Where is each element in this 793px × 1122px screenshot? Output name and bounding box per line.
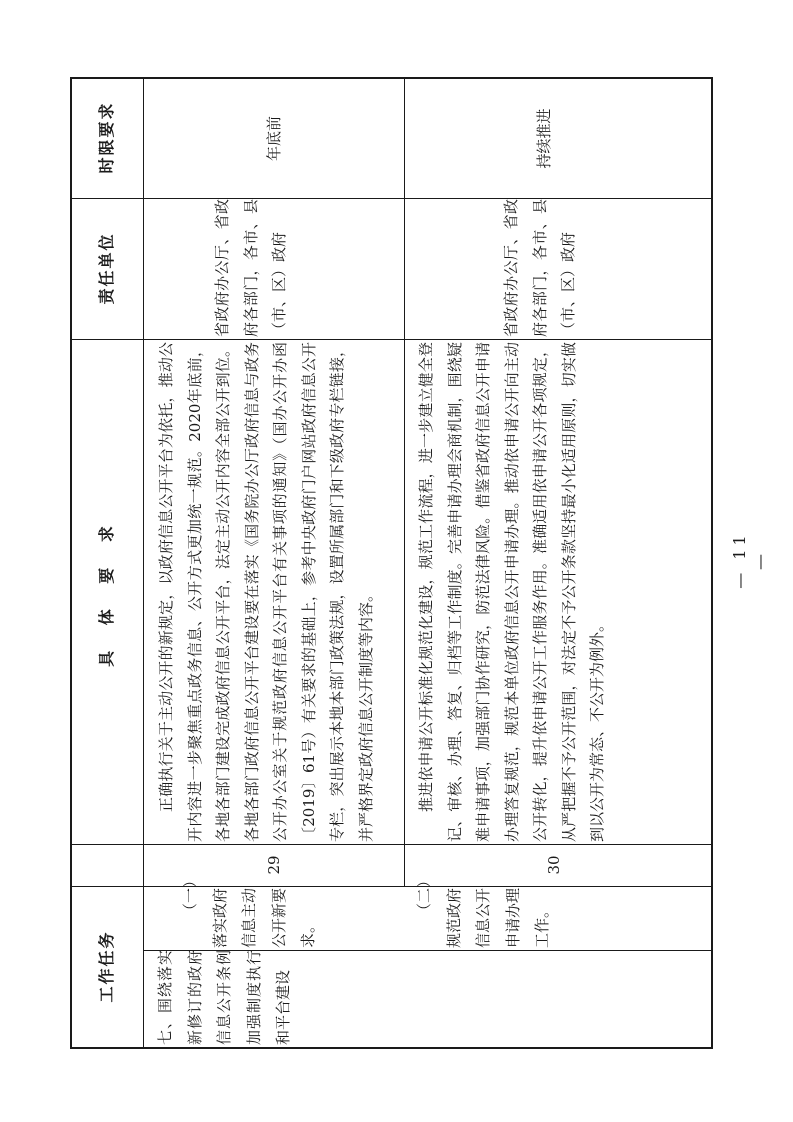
row-29-deadline: 年底前 [265,116,283,162]
header-task: 工作任务 [97,930,116,1003]
row-30-unit: 省政府办公厅、省政府各部门，各市、县（市、区）政府 [502,199,577,337]
table-border-bottom [70,1047,713,1049]
row-30-number: 30 [545,855,563,875]
category-cell [151,950,547,1045]
row-30-requirement: 推进依申请公开标准化规范化建设，规范工作流程，进一步建立健全登记、审核、办理、答复、归档等工作制度。完善申请办理会商机制，围绕疑难申请事项，加强部门协作研究，防范法律风险。借鉴省政府信息公开申请办理答复规范，规范本单位政府信息公开申请办理。推动依申请公开向主动公开转化，提升依申请公开工作服务作用。准确适用依申请公开各项规定，从严把握不予公开范围，对法定不予公开条款坚持最小化适用原则，切实做到以公开为常态、不公开为例外。 [417,342,606,842]
category-text: 七、围绕落实新修订的政府信息公开条例加强制度执行和平台建设 [156,950,292,1045]
row-30-task: （二）规范政府信息公开申请办理工作。 [415,872,551,948]
row-30-deadline: 持续推进 [535,108,553,169]
row-29-requirement: 正确执行关于主动公开的新规定，以政府信息公开平台为依托，推动公开内容进一步聚焦重点政务信息、公开方式更加统一规范。2020年底前，各地各部门建设完成政府信息公开平台，法定主动公开内容全部公开到位。各地各部门政府信息公开平台建设要在落实《国务院办公厅政府信息与政务公开办公室关于规范政府信息公开平台有关事项的通知》（国办公开办函〔2019〕61号）有关要求的基础上，参考中央政府门户网站政府信息公开专栏，突出展示本地本部门政策法规，设置所属部门和下级政府专栏链接，并严格界定政府信息公开制度等内容。 [157,342,375,842]
header-requirements: 具 体 要 求 [97,516,116,667]
table-border-top [70,77,713,79]
header-separator [143,77,144,1049]
row-29-task: （一）落实政府信息主动公开新要求。 [181,872,317,948]
unit-requirement-separator [70,339,713,340]
header-unit: 责任单位 [97,232,116,305]
table-border-left [70,77,72,1049]
page-number: — 11 — [730,531,769,589]
number-task-separator [70,886,713,887]
row-29-number: 29 [265,855,283,875]
table-border-right [711,77,713,1049]
header-deadline: 时限要求 [97,101,116,174]
deadline-unit-separator [70,198,713,199]
requirement-number-separator [70,844,713,845]
row-29-unit: 省政府办公厅、省政府各部门，各市、县（市、区）政府 [213,199,288,337]
